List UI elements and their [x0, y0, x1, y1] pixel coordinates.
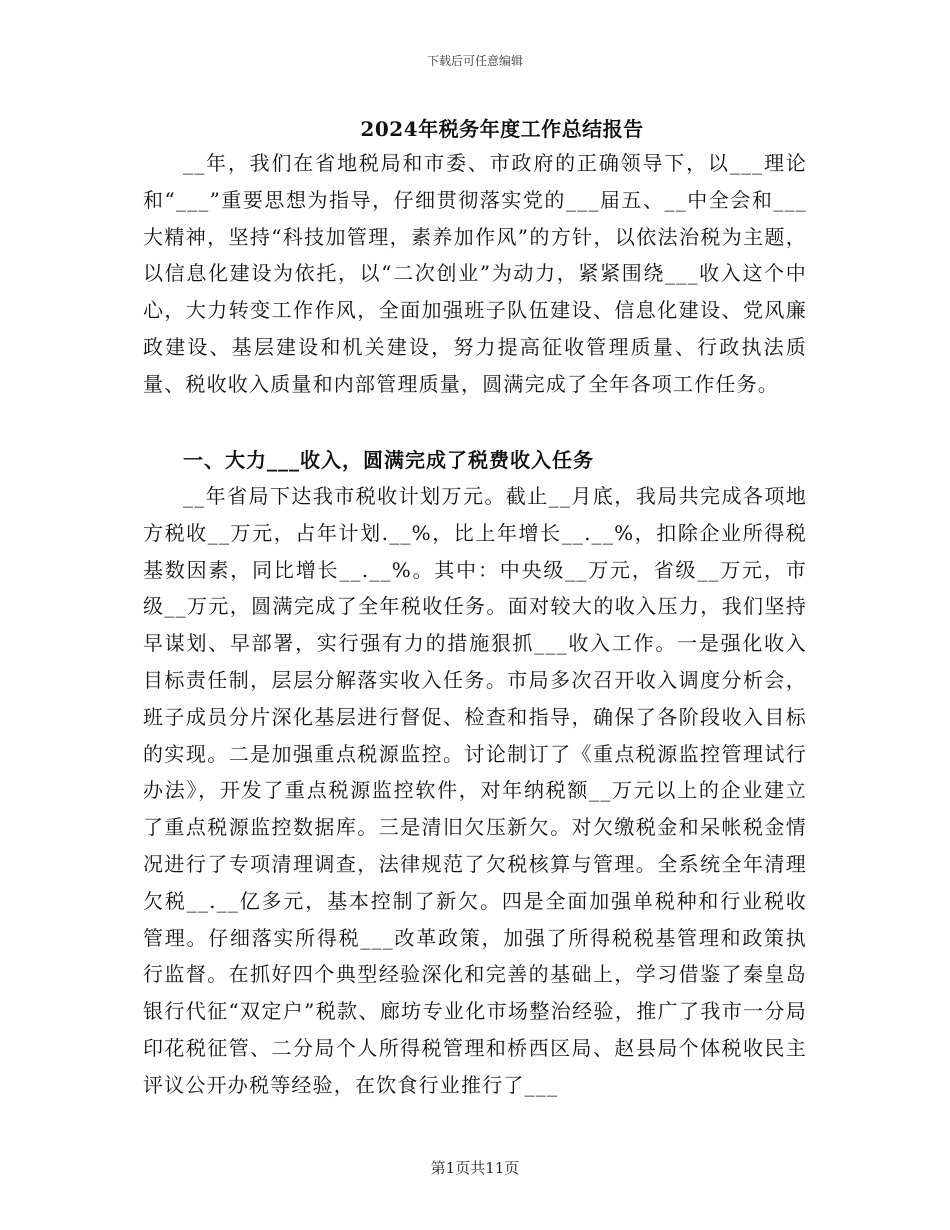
- section-heading: 一、大力___收入，圆满完成了税费收入任务: [183, 448, 594, 472]
- body-paragraph: __年省局下达我市税收计划万元。截止__月底，我局共完成各项地方税收__万元，占年计划.__%，比上年增长__.__%，扣除企业所得税基数因素，同比增长__.__%。其中：中央级__万元，省级__万元，市级__万元，圆满完成了全年税收任务。面对较大的收入压力，我们坚持早谋划、早部署，实行强有力的措施狠抓___收入工作。一是强化收入目标责任制，层层分解落实收入任务。市局多次召开收入调度分析会，班子成员分片深化基层进行督促、检查和指导，确保了各阶段收入目标的实现。二是加强重点税源监控。讨论制订了《重点税源监控管理试行办法》，开发了重点税源监控软件，对年纳税额__万元以上的企业建立了重点税源监控数据库。三是清旧欠压新欠。对欠缴税金和呆帐税金情况进行了专项清理调查，法律规范了欠税核算与管理。全系统全年清理欠税__.__亿多元，基本控制了新欠。四是全面加强单税种和行业税收管理。仔细落实所得税___改革政策，加强了所得税税基管理和政策执行监督。在抓好四个典型经验深化和完善的基础上，学习借鉴了秦皇岛银行代征“双定户”税款、廊坊专业化市场整治经验，推广了我市一分局印花税征管、二分局个人所得税管理和桥西区局、赵县局个体税收民主评议公开办税等经验，在饮食行业推行了___: [143, 484, 807, 1097]
- page-number-footer: 第1页共11页: [430, 1159, 520, 1177]
- intro-paragraph: __年，我们在省地税局和市委、市政府的正确领导下，以___理论和“___”重要思想为指导，仔细贯彻落实党的___届五、__中全会和___大精神，坚持“科技加管理，素养加作风”的方针，以依法治税为主题，以信息化建设为依托，以“二次创业”为动力，紧紧围绕___收入这个中心，大力转变工作作风，全面加强班子队伍建设、信息化建设、党风廉政建设、基层建设和机关建设，努力提高征收管理质量、行政执法质量、税收收入质量和内部管理质量，圆满完成了全年各项工作任务。: [143, 151, 807, 396]
- document-title: 2024年税务年度工作总结报告: [360, 117, 644, 141]
- page-header-note: 下载后可任意编辑: [426, 54, 523, 68]
